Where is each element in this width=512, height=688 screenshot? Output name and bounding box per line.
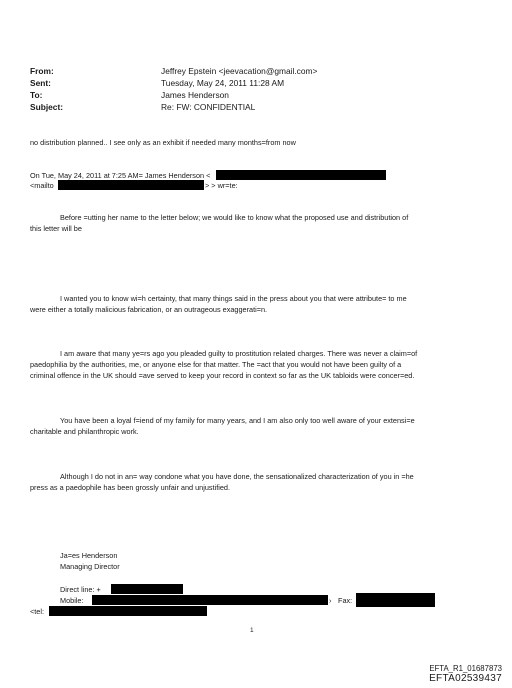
redaction-email-2 [58,180,204,190]
to-value: James Henderson [161,90,229,100]
paragraph-2-line-2: were either a totally malicious fabrication, or an outrageous exaggerati=n. [30,305,268,314]
sent-label: Sent: [30,78,51,88]
paragraph-5-line-1: Although I do not in an= way condone what you have done, the sensationalized characterization of you in =he [60,472,414,481]
tel-label: <tel: [30,607,44,616]
sent-value: Tuesday, May 24, 2011 11:28 AM [161,78,285,88]
wrote-suffix: > > wr=te: [205,181,238,190]
signature-title: Managing Director [60,562,120,571]
quote-intro-line-1: On Tue, May 24, 2011 at 7:25 AM= James Henderson < [30,171,211,180]
redaction-direct-line [111,584,183,594]
reply-text: no distribution planned.. I see only as an exhibit if needed many months=from now [30,138,296,147]
redaction-tel [49,606,207,616]
email-header [30,66,470,114]
mobile-arrow: › [329,596,332,605]
mailto-prefix: <mailto [30,181,54,190]
to-label: To: [30,90,43,100]
redaction-fax [356,593,435,607]
mobile-label: Mobile: [60,596,84,605]
footer-id-small: EFTA_R1_01687873 [429,664,502,673]
paragraph-4-line-1: You have been a loyal f=iend of my family for many years, and I am also only too well aware of your extensi=e [60,416,415,425]
paragraph-3-line-3: criminal offence in the UK should =ave served to keep your record in context so far as the UK tabloids were concer=ed. [30,371,415,380]
from-value: Jeffrey Epstein <jeevacation@gmail.com> [161,66,318,76]
subject-label: Subject: [30,102,64,112]
paragraph-3-line-1: I am aware that many ye=rs ago you pleaded guilty to prostitution related charges. There was never a claim=of [60,349,418,358]
page-number: 1 [250,627,254,634]
paragraph-3-line-2: paedophilia by the authorities, me, or anyone else for that matter. The =act that you would not have been guilty of a [30,360,402,369]
direct-line-label: Direct line: + [60,585,101,594]
paragraph-5-line-2: press as a paedophile has been grossly unfair and unjustified. [30,483,230,492]
paragraph-1-line-2: this letter will be [30,224,82,233]
paragraph-2-line-1: I wanted you to know wi=h certainty, that many things said in the press about you that were attribute= to me [60,294,407,303]
paragraph-1-line-1: Before =utting her name to the letter below; we would like to know what the proposed use and distribution of [60,213,409,222]
footer-id-large: EFTA02539437 [429,673,502,684]
paragraph-4-line-2: charitable and philanthropic work. [30,427,139,436]
fax-label: Fax: [338,596,353,605]
from-label: From: [30,66,54,76]
quote-intro-line-2-end [205,181,305,191]
subject-value: Re: FW: CONFIDENTIAL [161,102,256,112]
redaction-mobile [92,595,328,605]
signature-name: Ja=es Henderson [60,551,118,560]
redaction-email-1 [216,170,386,180]
